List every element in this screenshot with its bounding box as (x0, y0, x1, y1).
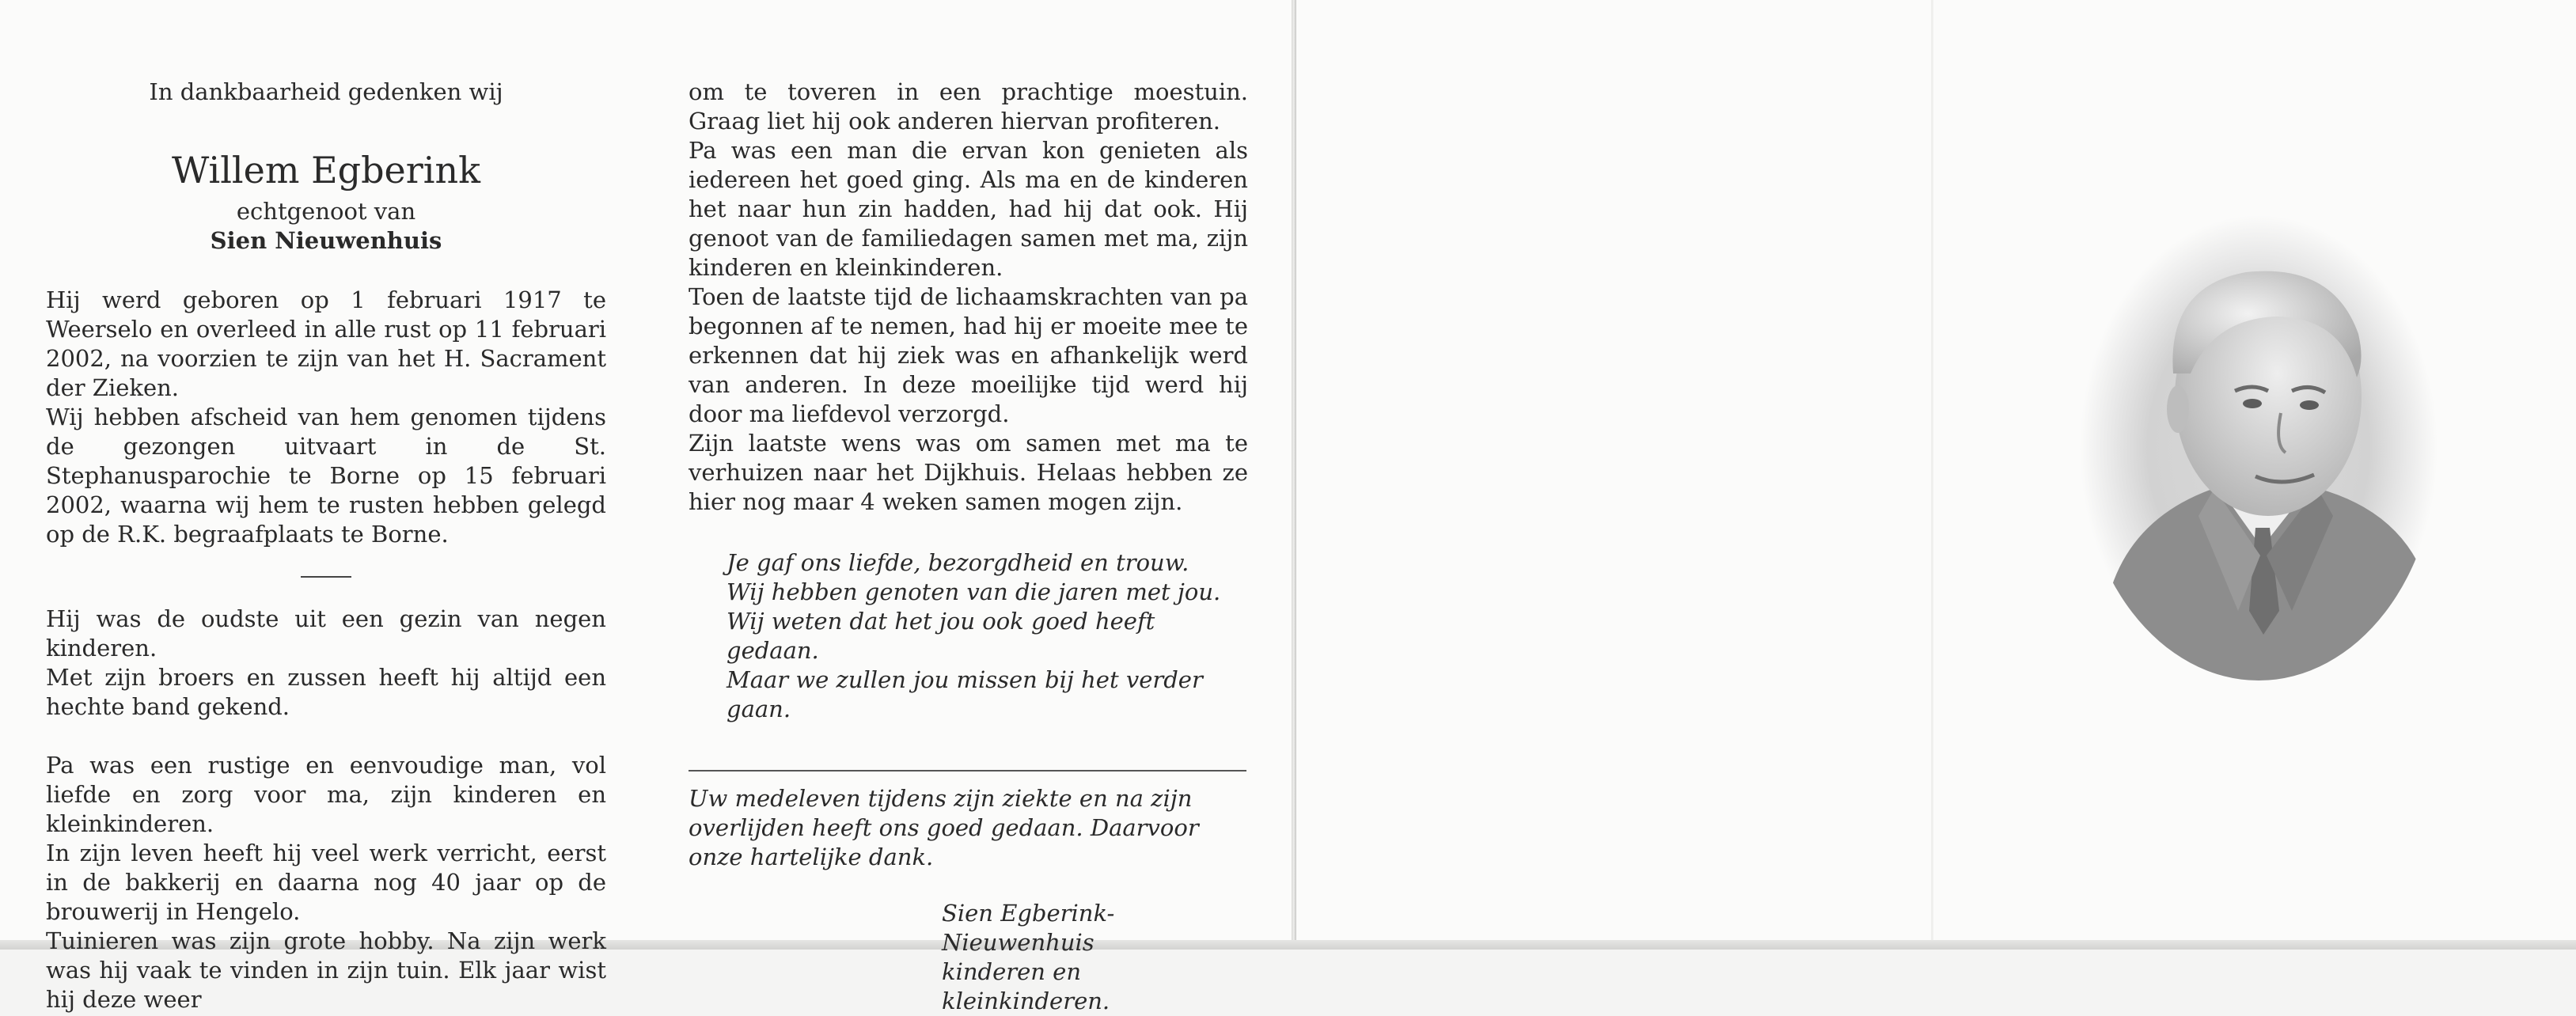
signoff-line: kinderen en kleinkinderen. (942, 958, 1110, 1014)
relation-label: echtgenoot van (236, 198, 416, 225)
biography-paragraph: Hij was de oudste uit een gezin van negen kinderen. (46, 605, 606, 662)
card-fold (1292, 0, 1296, 950)
deceased-name: Willem Egberink (172, 149, 480, 191)
biography-paragraph: Wij hebben afscheid van hem genomen tijdens de gezongen uitvaart in de St. Stephanusparochie te Borne op 15 februari 2002, waarna wij hem te rusten hebben gelegd op de R.K. begraafplaats te Borne. (46, 404, 606, 548)
thanks-note: Uw medeleven tijdens zijn ziekte en na zijn overlijden heeft ons goed gedaan. Daarvoor onze hartelijke dank. (689, 785, 1199, 870)
poem-line: Wij weten dat het jou ook goed heeft gedaan. (727, 608, 1155, 664)
biography-paragraph: Pa was een rustige en eenvoudige man, vol liefde en zorg voor ma, zijn kinderen en kleinkinderen. (46, 752, 606, 837)
family-block (46, 605, 606, 722)
biography-paragraph: Met zijn broers en zussen heeft hij altijd een hechte band gekend. (46, 664, 606, 720)
biography-paragraph: In zijn leven heeft hij veel werk verricht, eerst in de bakkerij en daarna nog 40 jaar op de brouwerij in Hengelo. (46, 840, 606, 925)
poem-line: Maar we zullen jou missen bij het verder gaan. (727, 666, 1203, 722)
panel-crease (1931, 0, 1933, 950)
poem-line: Je gaf ons liefde, bezorgdheid en trouw. (727, 549, 1189, 576)
biography-paragraph: om te toveren in een prachtige moestuin. Graag liet hij ook anderen hiervan profiteren. (689, 78, 1248, 135)
signoff-line: Sien Egberink-Nieuwenhuis (942, 900, 1115, 956)
portrait-photo (2080, 215, 2438, 680)
left-column (46, 78, 606, 1014)
poem-line: Wij hebben genoten van die jaren met jou. (727, 578, 1221, 605)
biography-block (46, 286, 606, 549)
biography-paragraph: Zijn laatste wens was om samen met ma te verhuizen naar het Dijkhuis. Helaas hebben ze hier nog maar 4 weken samen mogen zijn. (689, 430, 1248, 515)
signoff (942, 899, 1248, 1016)
paragraph-gap (46, 722, 606, 751)
biography-paragraph: Hij werd geboren op 1 februari 1917 te Weerselo en overleed in alle rust op 11 februari 2002, na voorzien te zijn van het H. Sacrament der Zieken. (46, 286, 606, 401)
section-divider (301, 576, 351, 578)
spouse-name: Sien Nieuwenhuis (210, 227, 442, 254)
thanks-divider (689, 770, 1246, 771)
life-block (46, 751, 606, 1014)
middle-column (689, 78, 1248, 1016)
poem (727, 548, 1248, 724)
biography-paragraph: Pa was een man die ervan kon genieten als iedereen het goed ging. Als ma en de kinderen het naar hun zin hadden, had hij dat ook. Hij genoot van de familiedagen samen met ma, zijn kinderen en kleinkinderen. (689, 137, 1248, 281)
continued-block (689, 78, 1248, 517)
biography-paragraph: Toen de laatste tijd de lichaamskrachten van pa begonnen af te nemen, had hij er moeite mee te erkennen dat hij ziek was en afhankelijk werd van anderen. In deze moeilijke tijd werd hij door ma liefdevol verzorgd. (689, 283, 1248, 427)
biography-paragraph: Tuinieren was zijn grote hobby. Na zijn werk was hij vaak te vinden in zijn tuin. Elk jaar wist hij deze weer (46, 927, 606, 1013)
intro-line: In dankbaarheid gedenken wij (149, 78, 503, 105)
